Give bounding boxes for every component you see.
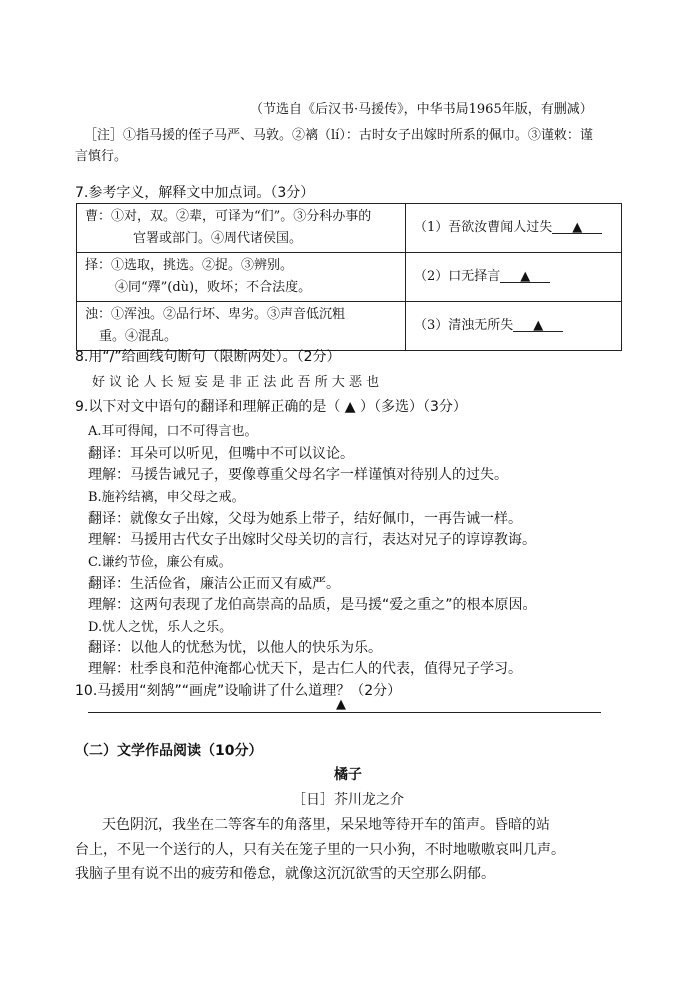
q9-option-b-understanding: 理解：马援用古代女子出嫁时父母关切的言行，表达对兄子的谆谆教诲。 — [88, 532, 536, 548]
q7-definition-line: 曹：①对，双。②辈，可译为“们”。③分科办事的 — [85, 209, 372, 224]
source-note: （节选自《后汉书·马援传》，中华书局1965年版，有删减） — [250, 102, 593, 117]
q7-definition-line: 择：①选取，挑选。②捉。③辨别。 — [85, 258, 294, 273]
answer-triangle-icon: ▲ — [336, 697, 346, 712]
answer-triangle-icon: ▲ — [572, 220, 583, 235]
q7-answer-blank[interactable] — [513, 319, 563, 332]
q9-option-b-quote: B.施衿结褵，申父母之戒。 — [88, 490, 245, 505]
q7-question-cell — [406, 204, 622, 253]
q9-option-b-translation: 翻译：就像女子出嫁，父母为她系上带子，结好佩巾，一再告诫一样。 — [88, 511, 522, 527]
q9-option-d-translation: 翻译：以他人的忧愁为忧，以他人的快乐为乐。 — [88, 640, 382, 656]
q7-definition-line: 浊：①浑浊。②品行坏、卑劣。③声音低沉粗 — [85, 307, 346, 322]
q7-definition-cell — [77, 204, 406, 253]
q9-option-c-translation: 翻译：生活俭省，廉洁公正而又有威严。 — [88, 576, 340, 592]
story-paragraph-line-1: 天色阴沉，我坐在二等客车的角落里，呆呆地等待开车的笛声。昏暗的站 — [102, 817, 550, 833]
story-title: 橘子 — [334, 767, 362, 783]
q7-row — [77, 302, 622, 351]
section-2-heading: （二）文学作品阅读（10分） — [75, 743, 263, 759]
q7-question-text: （2）口无择言 — [414, 269, 501, 284]
q7-table — [76, 203, 622, 351]
q10-heading: 10.马援用“刻鹄”“画虎”设喻讲了什么道理？（2分） — [75, 683, 402, 699]
q7-definition-cell — [77, 253, 406, 302]
q7-heading: 7.参考字义，解释文中加点词。（3分） — [75, 185, 315, 201]
q9-option-d-understanding: 理解：杜季良和范仲淹都心忧天下，是古仁人的代表，值得兄子学习。 — [88, 661, 522, 677]
q7-answer-blank[interactable] — [500, 270, 550, 283]
answer-triangle-icon: ▲ — [520, 269, 531, 284]
annotation-line-1: ［注］①指马援的侄子马严、马敦。②褵（lí）：古时女子出嫁时所系的佩巾。③谨敕：谨 — [84, 128, 593, 143]
q7-answer-blank[interactable] — [552, 221, 602, 234]
q10-answer-line[interactable] — [88, 712, 601, 713]
q9-option-d-quote: D.忧人之忧，乐人之乐。 — [88, 620, 233, 635]
q7-question-text: （3）清浊无所失 — [414, 318, 514, 333]
q9-option-a-quote: A.耳可得闻，口不可得言也。 — [88, 424, 258, 439]
q9-option-a-translation: 翻译：耳朵可以听见，但嘴中不可以议论。 — [88, 446, 354, 462]
q9-heading: 9.以下对文中语句的翻译和理解正确的是（ ▲ ）（多选）（3分） — [75, 399, 467, 415]
q7-row — [77, 253, 622, 302]
q7-definition-line: 官署或部门。④周代诸侯国。 — [133, 231, 303, 246]
annotation-line-2: 言慎行。 — [75, 149, 128, 164]
q7-definition-line: ④同“殬”(dù)，败坏；不合法度。 — [115, 280, 312, 295]
q9-option-a-understanding: 理解：马援告诫兄子，要像尊重父母名字一样谨慎对待别人的过失。 — [88, 467, 508, 483]
story-author: ［日］芥川龙之介 — [292, 792, 404, 808]
answer-triangle-icon: ▲ — [533, 318, 544, 333]
story-paragraph-line-2: 台上，不见一个送行的人，只有关在笼子里的一只小狗，不时地嗷嗷哀叫几声。 — [75, 842, 565, 858]
q9-option-c-understanding: 理解：这两句表现了龙伯高崇高的品质，是马援“爱之重之”的根本原因。 — [88, 597, 537, 613]
q7-definition-cell — [77, 302, 406, 351]
q7-question-text: （1）吾欲汝曹闻人过失 — [414, 220, 553, 235]
q7-row — [77, 204, 622, 253]
q8-sentence: 好 议 论 人 长 短 妄 是 非 正 法 此 吾 所 大 恶 也 — [92, 375, 380, 390]
q9-option-c-quote: C.谦约节俭，廉公有威。 — [88, 555, 232, 570]
q7-definition-line: 重。④混乱。 — [99, 329, 178, 344]
q7-question-cell — [406, 302, 622, 351]
q8-heading: 8.用“/”给画线句断句（限断两处）。（2分） — [75, 349, 341, 365]
story-paragraph-line-3: 我脑子里有说不出的疲劳和倦怠，就像这沉沉欲雪的天空那么阴郁。 — [75, 866, 495, 882]
q7-question-cell — [406, 253, 622, 302]
